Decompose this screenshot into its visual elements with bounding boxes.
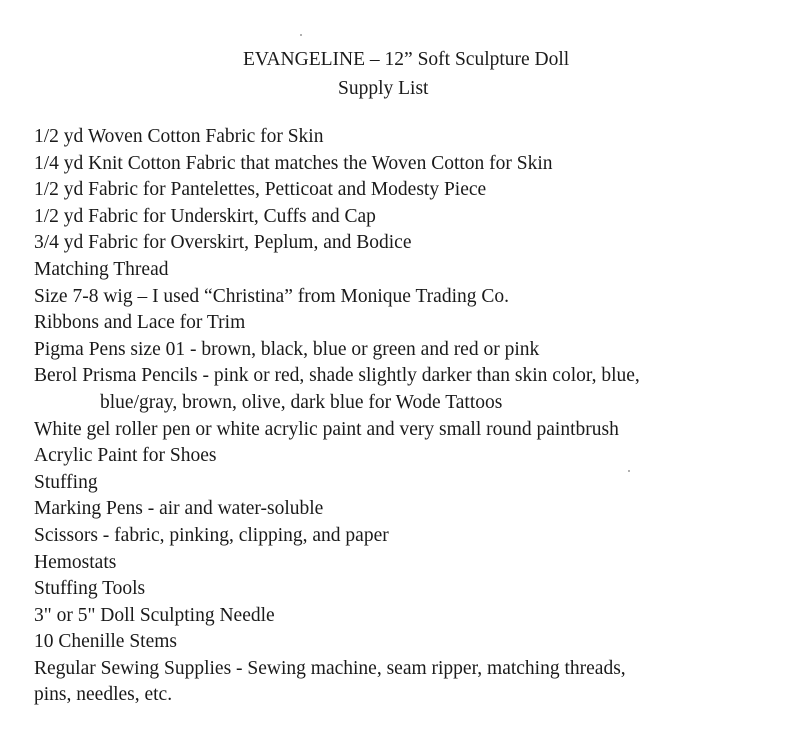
list-item-text: Berol Prisma Pencils - pink or red, shade slightly darker than skin color, blue, [34, 365, 640, 387]
list-item [34, 576, 794, 603]
document-subtitle: Supply List [338, 78, 429, 99]
list-item-continuation: pins, needles, etc. [34, 684, 173, 706]
title-block [243, 45, 569, 103]
list-item-text: 1/4 yd Knit Cotton Fabric that matches the Woven Cotton for Skin [34, 152, 553, 174]
list-item [34, 629, 794, 656]
list-item [34, 363, 794, 416]
list-item [34, 443, 794, 470]
scan-speck [300, 34, 302, 36]
list-item [34, 417, 794, 444]
list-item-text: 1/2 yd Woven Cotton Fabric for Skin [34, 126, 324, 147]
list-item-text: Ribbons and Lace for Trim [34, 312, 246, 334]
list-item [34, 151, 794, 178]
supply-list [34, 124, 794, 709]
list-item-text: Matching Thread [34, 258, 169, 280]
scan-speck [628, 470, 630, 472]
list-item [34, 550, 794, 577]
list-item [34, 257, 794, 284]
list-item [34, 656, 794, 709]
list-item-text: 3" or 5" Doll Sculpting Needle [34, 604, 275, 626]
list-item [34, 603, 794, 630]
list-item [34, 284, 794, 311]
list-item-text: Hemostats [34, 551, 117, 573]
list-item-text: 1/2 yd Fabric for Pantelettes, Petticoat and Modesty Piece [34, 179, 487, 201]
list-item-text: Stuffing Tools [34, 578, 146, 600]
list-item [34, 204, 794, 231]
list-item [34, 124, 794, 151]
list-item-text: Marking Pens - air and water-soluble [34, 498, 324, 520]
list-item-text: Scissors - fabric, pinking, clipping, and paper [34, 524, 389, 546]
list-item [34, 230, 794, 257]
list-item-text: Regular Sewing Supplies - Sewing machine, seam ripper, matching threads, [34, 657, 626, 679]
list-item-text: 3/4 yd Fabric for Overskirt, Peplum, and Bodice [34, 232, 412, 254]
list-item-text: Stuffing [34, 471, 98, 493]
list-item-text: 1/2 yd Fabric for Underskirt, Cuffs and Cap [34, 205, 376, 227]
list-item-text: Acrylic Paint for Shoes [34, 445, 217, 467]
list-item-text: 10 Chenille Stems [34, 631, 177, 653]
list-item-text: Pigma Pens size 01 - brown, black, blue or green and red or pink [34, 338, 540, 360]
list-item [34, 470, 794, 497]
list-item-continuation: blue/gray, brown, olive, dark blue for Wode Tattoos [100, 391, 503, 413]
list-item [34, 337, 794, 364]
list-item [34, 496, 794, 523]
document-title: EVANGELINE – 12” Soft Sculpture Doll [243, 49, 570, 70]
list-item [34, 177, 794, 204]
list-item-text: White gel roller pen or white acrylic paint and very small round paintbrush [34, 418, 619, 440]
list-item [34, 523, 794, 550]
list-item-text: Size 7-8 wig – I used “Christina” from Monique Trading Co. [34, 285, 509, 307]
list-item [34, 310, 794, 337]
